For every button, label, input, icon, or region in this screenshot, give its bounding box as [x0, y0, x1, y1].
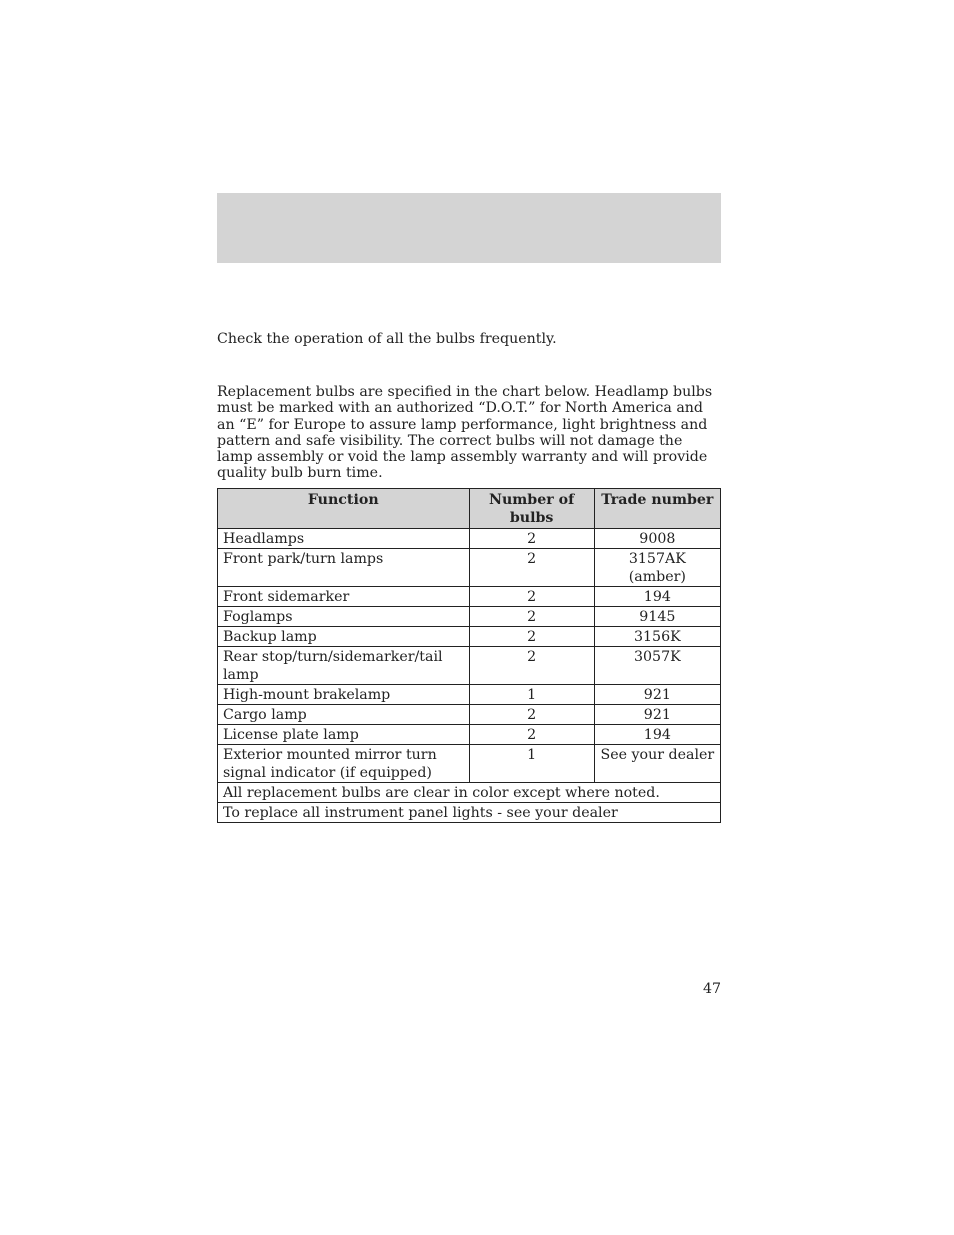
- function-cell: Front sidemarker: [218, 587, 470, 607]
- table-header-row: [218, 489, 721, 529]
- trade-cell: 9145: [594, 607, 720, 627]
- trade-cell: 921: [594, 705, 720, 725]
- number-cell: 2: [469, 529, 594, 549]
- table-row: [218, 549, 721, 587]
- number-cell: 2: [469, 627, 594, 647]
- table-row: [218, 725, 721, 745]
- trade-cell: 194: [594, 587, 720, 607]
- header-trade-number: Trade number: [594, 489, 720, 529]
- function-cell: Front park/turn lamps: [218, 549, 470, 587]
- number-cell: 2: [469, 549, 594, 587]
- number-cell: 1: [469, 745, 594, 783]
- trade-cell: 921: [594, 685, 720, 705]
- function-cell: Foglamps: [218, 607, 470, 627]
- number-cell: 2: [469, 705, 594, 725]
- trade-cell: 3156K: [594, 627, 720, 647]
- table-row: [218, 627, 721, 647]
- instrument-panel-note: To replace all instrument panel lights - see your dealer: [218, 803, 721, 823]
- function-cell: High-mount brakelamp: [218, 685, 470, 705]
- number-cell: 2: [469, 647, 594, 685]
- trade-cell: See your dealer: [594, 745, 720, 783]
- trade-cell: 3057K: [594, 647, 720, 685]
- table-row: [218, 745, 721, 783]
- trade-cell: 194: [594, 725, 720, 745]
- table-row: [218, 647, 721, 685]
- table-row: [218, 607, 721, 627]
- number-cell: 2: [469, 607, 594, 627]
- function-cell: License plate lamp: [218, 725, 470, 745]
- number-cell: 2: [469, 587, 594, 607]
- function-cell: Exterior mounted mirror turn signal indicator (if equipped): [218, 745, 470, 783]
- replacement-bulbs-paragraph: Replacement bulbs are specified in the chart below. Headlamp bulbs must be marked with an authorized “D.O.T.” for North America and an “E” for Europe to assure lamp performance, light brightness and pattern and safe visibility. The correct bulbs will not damage the lamp assembly or void the lamp assembly warranty and will provide quality bulb burn time.: [217, 384, 713, 482]
- table-note-row: [218, 803, 721, 823]
- check-bulbs-paragraph: Check the operation of all the bulbs frequently.: [217, 331, 557, 347]
- trade-cell: 9008: [594, 529, 720, 549]
- header-function: Function: [218, 489, 470, 529]
- trade-cell: 3157AK (amber): [594, 549, 720, 587]
- number-cell: 2: [469, 725, 594, 745]
- table-row: [218, 705, 721, 725]
- table-row: [218, 529, 721, 549]
- section-header-band: [217, 193, 721, 263]
- function-cell: Rear stop/turn/sidemarker/tail lamp: [218, 647, 470, 685]
- function-cell: Cargo lamp: [218, 705, 470, 725]
- bulb-specification-table: [217, 488, 721, 823]
- table-row: [218, 587, 721, 607]
- function-cell: Headlamps: [218, 529, 470, 549]
- page-number: 47: [702, 981, 721, 997]
- table-row: [218, 685, 721, 705]
- clear-color-note: All replacement bulbs are clear in color except where noted.: [218, 783, 721, 803]
- function-cell: Backup lamp: [218, 627, 470, 647]
- table-note-row: [218, 783, 721, 803]
- number-cell: 1: [469, 685, 594, 705]
- header-number-of-bulbs: Number of bulbs: [469, 489, 594, 529]
